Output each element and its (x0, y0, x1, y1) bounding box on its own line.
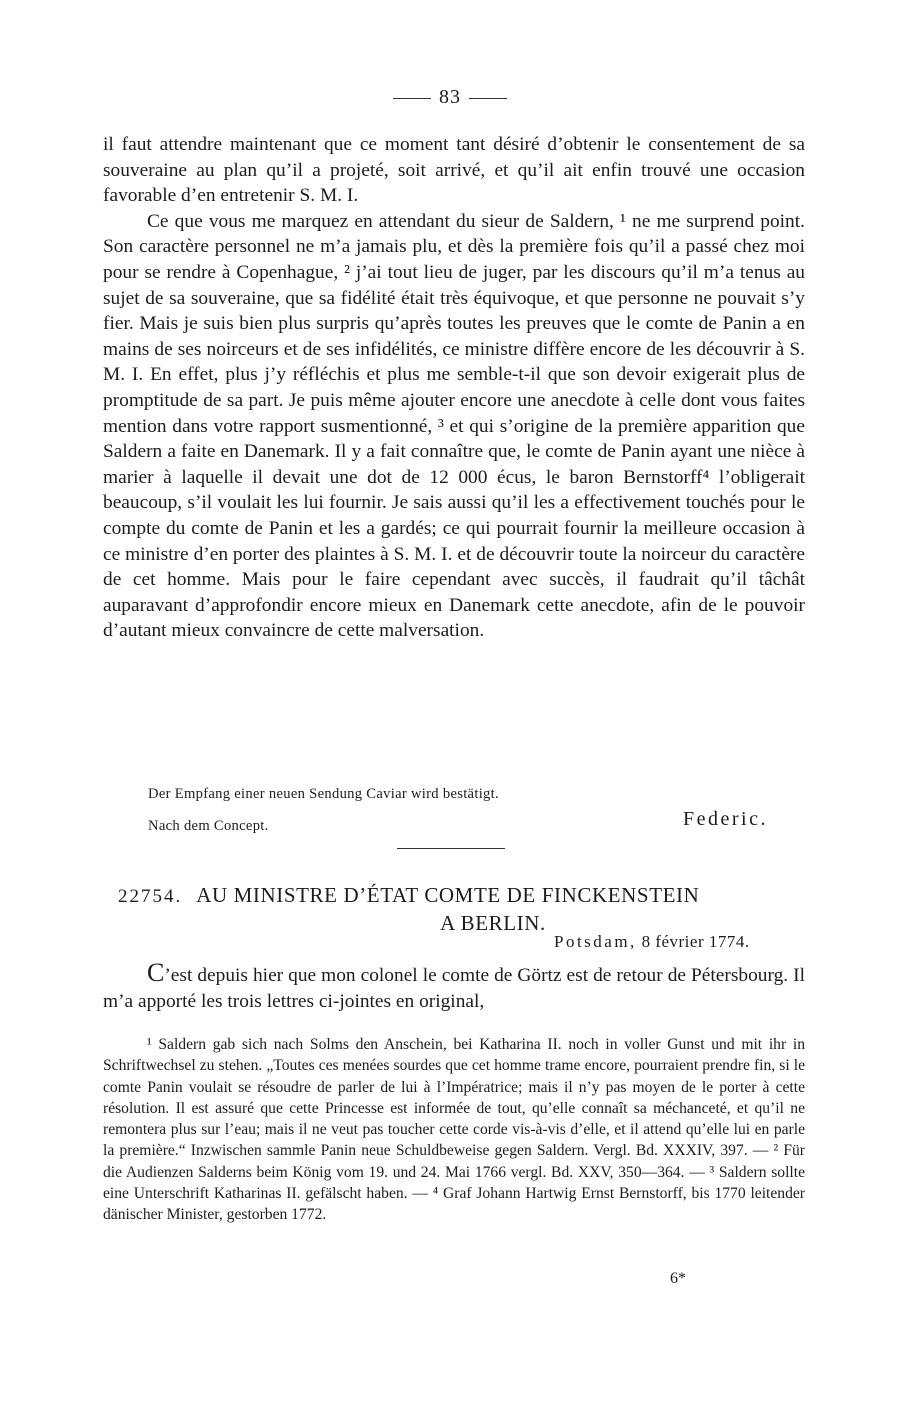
letter-paragraph (103, 960, 805, 1015)
page-number-right-rule (469, 98, 507, 99)
body-paragraph-1: il faut attendre maintenant que ce moment tant désiré d’obtenir le consentement de sa souveraine au plan qu’il a projeté, soit arrivé, et qu’il ait enfin trouvé une occasion favorable d’en entretenir S. M. I. (103, 134, 805, 207)
dateline-date: 8 février 1774. (641, 932, 750, 951)
page-number (0, 86, 900, 109)
document-heading (118, 882, 808, 937)
dateline-place: Potsdam, (554, 932, 637, 951)
heading-line-2: A BERLIN. (440, 911, 546, 935)
signature-mark: 6* (670, 1270, 686, 1287)
body-text (103, 132, 805, 644)
footnotes (103, 1034, 805, 1226)
note-concept: Nach dem Concept. (148, 818, 269, 834)
document-number: 22754. (118, 886, 183, 907)
signature: Federic. (683, 808, 768, 830)
footnote-text: ¹ Saldern gab sich nach Solms den Anschein, bei Katharina II. noch in voller Gunst und mit ihr in Schriftwechsel zu stehen. „Toutes ces menées sourdes que cet homme trame encore, pourraient prendre fin, si le comte Panin voulait se résoudre de parler de lui à l’Impératrice; mais il n’y pas moyen de le porter à cette résolution. Il est assuré que cette Princesse est informée de tout, qu’elle connaît sa méchanceté, et qu’il ne remontera plus sur l’eau; mais il ne veut pas toucher cette corde vis-à-vis d’elle, et il attend qu’elle lui en parle la première.“ Inzwischen sammle Panin neue Schuldbeweise gegen Saldern. Vergl. Bd. XXXIV, 397. — ² Für die Audienzen Salderns beim König vom 19. und 24. Mai 1766 vergl. Bd. XXV, 350—364. — ³ Saldern sollte eine Unterschrift Katharinas II. gefälscht haben. — ⁴ Graf Johann Hartwig Ernst Bernstorff, bis 1770 leitender dänischer Minister, gestorben 1772. (103, 1036, 805, 1224)
body-paragraph-2: Ce que vous me marquez en attendant du sieur de Saldern, ¹ ne me surprend point. Son caractère personnel ne m’a jamais plu, et dès la première fois qu’il a passé chez moi pour se rendre à Copenhague, ² j’ai tout lieu de juger, par les discours qu’il m’a tenus au sujet de sa souveraine, que sa fidélité était très équivoque, et que personne ne pouvait s’y fier. Mais je suis bien plus surpris qu’après toutes les preuves que le comte de Panin a en mains de ses noirceurs et de ses infidélités, ce ministre diffère encore de les découvrir à S. M. I. En effet, plus j’y réfléchis et plus me semble-t-il que son devoir exigerait plus de promptitude de sa part. Je puis même ajouter encore une anecdote à celle dont vous faites mention dans votre rapport susmentionné, ³ et qui s’origine de la première apparition que Saldern a faite en Danemark. Il y a fait connaître que, le comte de Panin ayant une nièce à marier à laquelle il devait une dot de 12 000 écus, le baron Bernstorff⁴ l’obligerait beaucoup, s’il voulait les lui fournir. Je sais aussi qu’il les a effectivement touchés pour le compte du comte de Panin et les a gardés; ce qui pourrait fournir la meilleure occasion à ce ministre d’en porter des plaintes à S. M. I. et de découvrir toute la noirceur du caractère de cet homme. Mais pour le faire cependant avec succès, il faudrait qu’il tâchât auparavant d’approfondir encore mieux en Danemark cette anecdote, afin de le pouvoir d’autant mieux convaincre de cette malversation. (103, 210, 805, 642)
note-caviar: Der Empfang einer neuen Sendung Caviar wird bestätigt. (148, 786, 499, 802)
section-separator (397, 848, 505, 849)
page-number-value: 83 (439, 86, 461, 108)
dateline (554, 932, 750, 952)
page-number-left-rule (393, 98, 431, 99)
letter-paragraph-text: ’est depuis hier que mon colonel le comte de Görtz est de retour de Pétersbourg. Il m’a apporté les trois lettres ci-jointes en original, (103, 965, 805, 1012)
letter-text (103, 960, 805, 1015)
letter-dropcap: C (147, 958, 165, 987)
heading-line-1: AU MINISTRE D’ÉTAT COMTE DE FINCKENSTEIN (196, 883, 700, 907)
